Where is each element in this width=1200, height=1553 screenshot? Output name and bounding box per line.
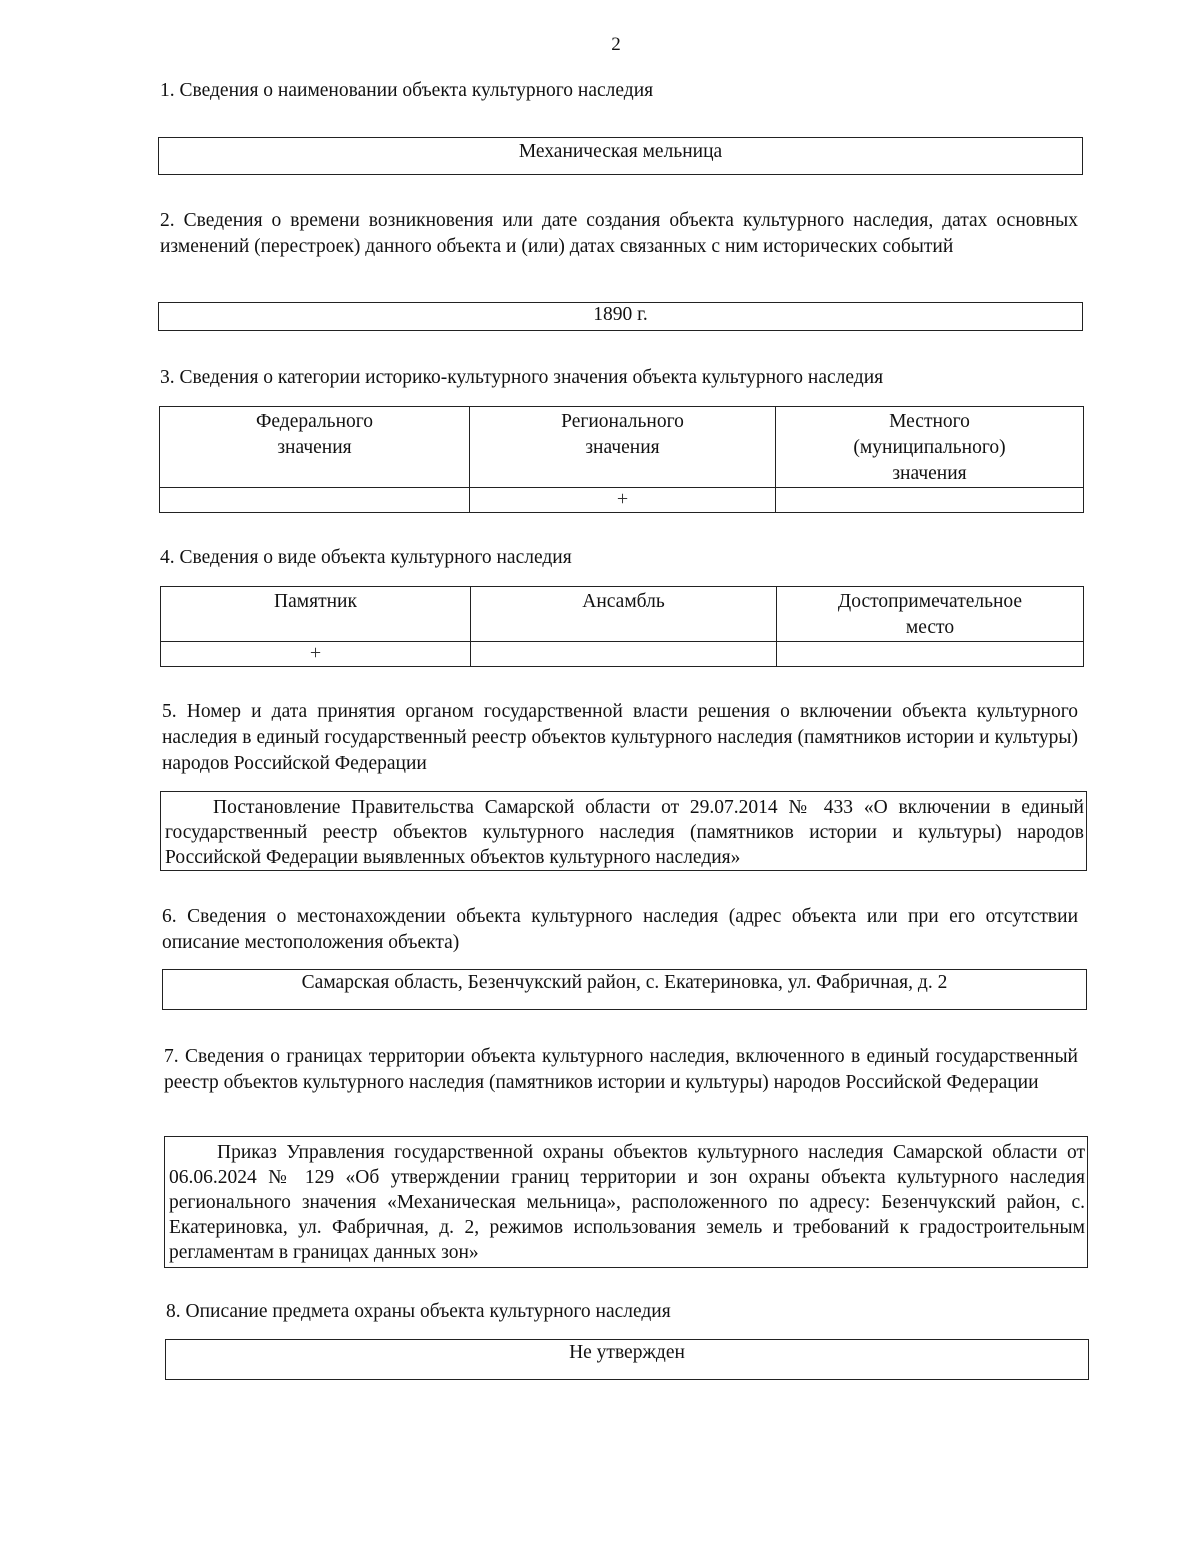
section-4-heading: 4. Сведения о виде объекта культурного наследия bbox=[160, 547, 572, 568]
object-type-monument-header: Памятник bbox=[161, 587, 471, 642]
object-type-ensemble-header: Ансамбль bbox=[471, 587, 777, 642]
category-regional-header: Регионального значения bbox=[470, 407, 776, 488]
category-federal-header: Федерального значения bbox=[160, 407, 470, 488]
object-name-value: Механическая мельница bbox=[518, 141, 723, 162]
section-2-heading: 2. Сведения о времени возникновения или дате создания объекта культурного наследия, датах основных изменений (перестроек) данного объекта и (или) датах связанных с ним исторических событий bbox=[160, 210, 1078, 257]
object-type-header-row bbox=[161, 587, 1084, 642]
creation-date-value: 1890 г. bbox=[593, 304, 648, 325]
registry-decision-value: Постановление Правительства Самарской области от 29.07.2014 № 433 «О включении в единый государственный реестр объектов культурного наследия (памятников истории и культуры) народов Российской Федерации выявленных объектов культурного наследия» bbox=[165, 797, 1084, 868]
section-6-heading: 6. Сведения о местонахождении объекта культурного наследия (адрес объекта или при его отсутствии описание местоположения объекта) bbox=[162, 906, 1078, 953]
section-7-heading: 7. Сведения о границах территории объекта культурного наследия, включенного в единый государственный реестр объектов культурного наследия (памятников истории и культуры) народов Российской Федерации bbox=[164, 1046, 1078, 1093]
section-7-value-box bbox=[164, 1136, 1088, 1268]
section-5-heading: 5. Номер и дата принятия органом государственной власти решения о включении объекта культурного наследия в единый государственный реестр объектов культурного наследия (памятников истории и культуры) народов Российской Федерации bbox=[162, 701, 1078, 774]
section-5-value-box bbox=[160, 791, 1087, 871]
category-local-mark bbox=[776, 488, 1084, 513]
boundaries-order-value: Приказ Управления государственной охраны объектов культурного наследия Самарской области от 06.06.2024 № 129 «Об утверждении границ территории и зон охраны объекта культурного наследия регионального значения «Механическая мельница», расположенного по адресу: Безенчукский район, с. Екатериновка, ул. Фабричная, д. 2, режимов использования земель и требований к градостроительным регламентам в границах данных зон» bbox=[169, 1142, 1085, 1263]
category-regional-mark: + bbox=[470, 488, 776, 513]
object-type-landmark-header: Достопримечательное место bbox=[777, 587, 1084, 642]
object-type-landmark-mark bbox=[777, 642, 1084, 667]
section-2-value-box bbox=[158, 302, 1083, 331]
category-header-row bbox=[160, 407, 1084, 488]
section-1-value-box bbox=[158, 137, 1083, 175]
page-number: 2 bbox=[611, 34, 621, 55]
section-1-heading: 1. Сведения о наименовании объекта культурного наследия bbox=[160, 80, 654, 101]
category-table bbox=[159, 406, 1084, 513]
category-federal-mark bbox=[160, 488, 470, 513]
category-mark-row bbox=[160, 488, 1084, 513]
section-8-heading: 8. Описание предмета охраны объекта культурного наследия bbox=[166, 1301, 671, 1322]
object-type-monument-mark: + bbox=[161, 642, 471, 667]
section-6-value-box bbox=[162, 969, 1087, 1010]
object-type-mark-row bbox=[161, 642, 1084, 667]
object-type-ensemble-mark bbox=[471, 642, 777, 667]
object-type-table bbox=[160, 586, 1084, 667]
section-3-heading: 3. Сведения о категории историко-культурного значения объекта культурного наследия bbox=[160, 367, 884, 388]
category-local-header: Местного (муниципального) значения bbox=[776, 407, 1084, 488]
protection-subject-value: Не утвержден bbox=[569, 1342, 685, 1363]
address-value: Самарская область, Безенчукский район, с. Екатериновка, ул. Фабричная, д. 2 bbox=[301, 972, 948, 993]
section-8-value-box bbox=[165, 1339, 1089, 1380]
